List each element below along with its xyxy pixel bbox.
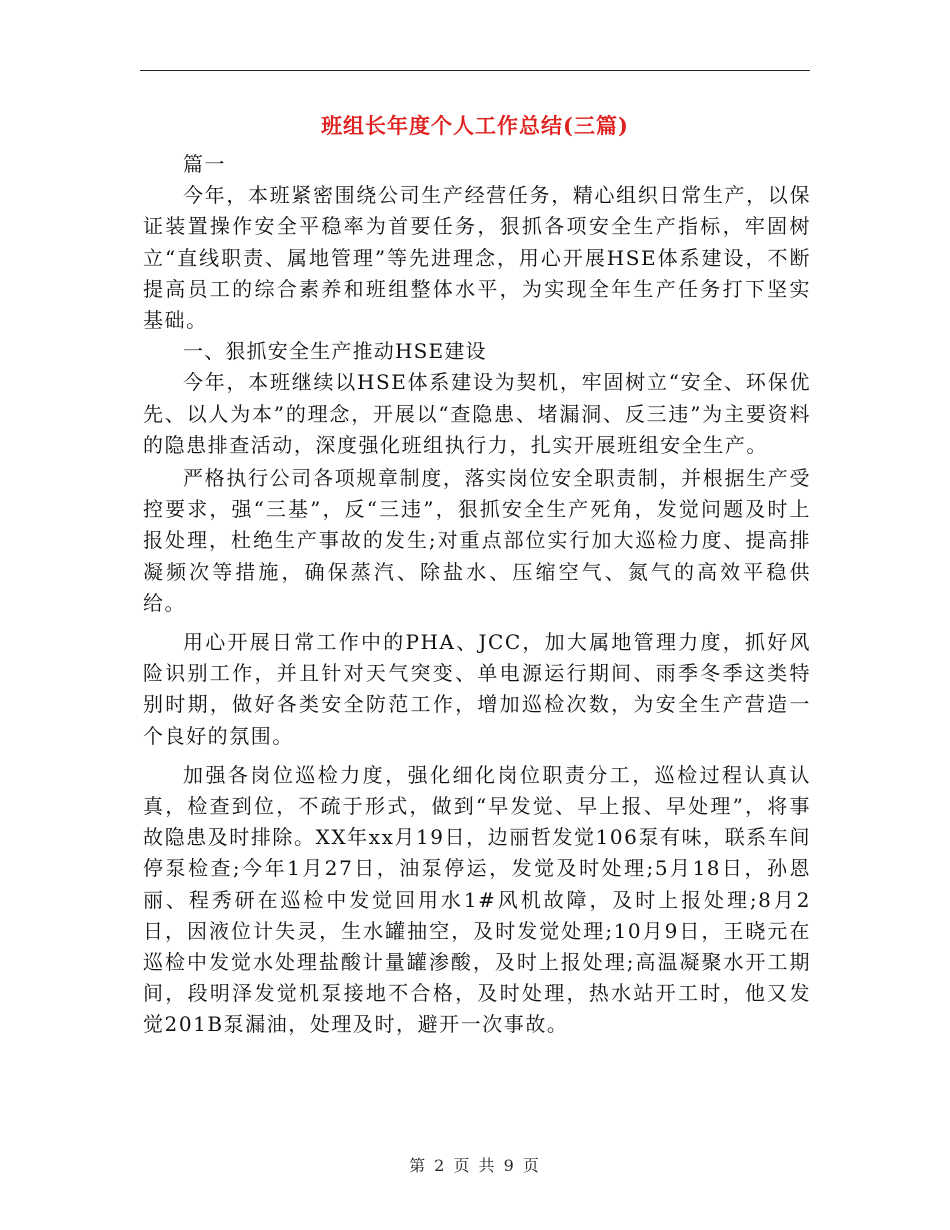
body-paragraph: 严格执行公司各项规章制度，落实岗位安全职责制，并根据生产受控要求，强“三基”，反“三违”，狠抓安全生产死角，发觉问题及时上报处理，杜绝生产事故的发生;对重点部位实行加大巡检力度、提高排凝频次等措施，确保蒸汽、除盐水、压缩空气、氮气的高效平稳供给。 <box>143 466 811 615</box>
page-number: 第 2 页 共 9 页 <box>409 1156 541 1175</box>
body-paragraph: 今年，本班紧密围绕公司生产经营任务，精心组织日常生产，以保证装置操作安全平稳率为首要任务，狠抓各项安全生产指标，牢固树立“直线职责、属地管理”等先进理念，用心开展HSE体系建设，不断提高员工的综合素养和班组整体水平，为实现全年生产任务打下坚实基础。 <box>143 183 811 333</box>
document-body <box>143 149 811 1041</box>
section-label: 篇一 <box>183 152 227 176</box>
document-title: 班组长年度个人工作总结(三篇) <box>321 113 629 138</box>
section-heading: 一、狠抓安全生产推动HSE建设 <box>183 339 487 364</box>
body-paragraph: 今年，本班继续以HSE体系建设为契机，牢固树立“安全、环保优先、以人为本”的理念，开展以“查隐患、堵漏洞、反三违”为主要资料的隐患排查活动，深度强化班组执行力，扎实开展班组安全生产。 <box>143 370 811 457</box>
body-paragraph: 用心开展日常工作中的PHA、JCC，加大属地管理力度，抓好风险识别工作，并且针对天气突变、单电源运行期间、雨季冬季这类特别时期，做好各类安全防范工作，增加巡检次数，为安全生产营造一个良好的氛围。 <box>143 630 811 748</box>
body-paragraph: 加强各岗位巡检力度，强化细化岗位职责分工，巡检过程认真认真，检查到位，不疏于形式，做到“早发觉、早上报、早处理”，将事故隐患及时排除。XX年xx月19日，边丽哲发觉106泵有味，联系车间停泵检查;今年1月27日，油泵停运，发觉及时处理;5月18日，孙恩丽、程秀研在巡检中发觉回用水1#风机故障，及时上报处理;8月2日，因液位计失灵，生水罐抽空，及时发觉处理;10月9日，王晓元在巡检中发觉水处理盐酸计量罐渗酸，及时上报处理;高温凝聚水开工期间，段明泽发觉机泵接地不合格，及时处理，热水站开工时，他又发觉201B泵漏油，处理及时，避开一次事故。 <box>143 762 811 1037</box>
header-rule <box>140 70 810 71</box>
